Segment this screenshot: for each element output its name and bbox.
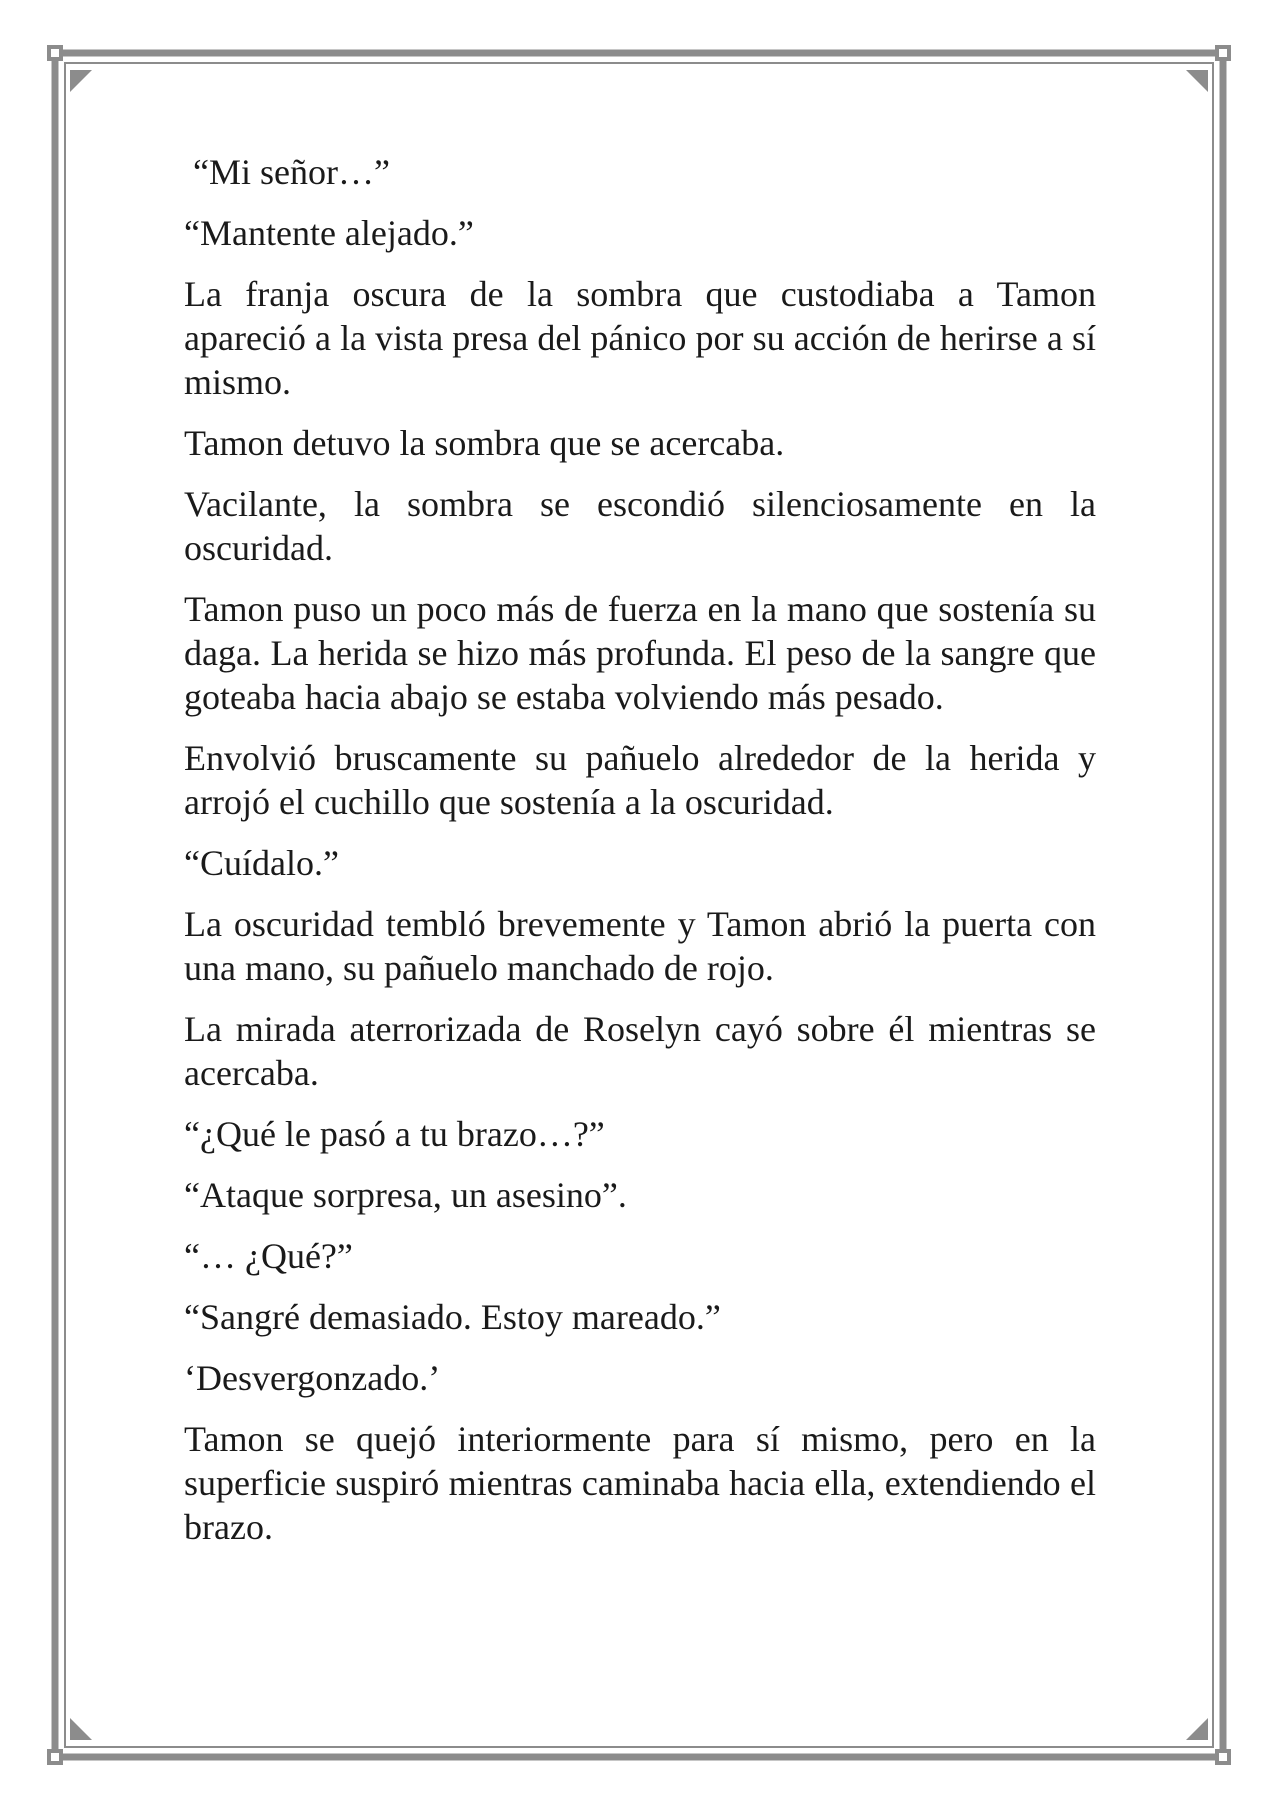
paragraph: “… ¿Qué?” (184, 1236, 353, 1276)
paragraph: Vacilante, la sombra se escondió silenciosamente en la oscuridad. (184, 484, 1096, 568)
paragraph: Envolvió bruscamente su pañuelo alrededor de la herida y arrojó el cuchillo que sostenía a la oscuridad. (184, 738, 1096, 822)
paragraph: “¿Qué le pasó a tu brazo…?” (184, 1114, 605, 1154)
paragraph: Tamon puso un poco más de fuerza en la mano que sostenía su daga. La herida se hizo más profunda. El peso de la sangre que goteaba hacia abajo se estaba volviendo más pesado. (184, 589, 1096, 717)
paragraph: “Ataque sorpresa, un asesino”. (184, 1175, 627, 1215)
paragraph: “Cuídalo.” (184, 843, 339, 883)
page-text (184, 150, 1096, 1566)
paragraph: “Mi señor…” (193, 152, 390, 192)
paragraph: Tamon detuvo la sombra que se acercaba. (184, 423, 785, 463)
paragraph: Tamon se quejó interiormente para sí mismo, pero en la superficie suspiró mientras caminaba hacia ella, extendiendo el brazo. (184, 1419, 1096, 1547)
paragraph: “Sangré demasiado. Estoy mareado.” (184, 1297, 721, 1337)
paragraph: “Mantente alejado.” (184, 213, 474, 253)
paragraph: ‘Desvergonzado.’ (184, 1358, 441, 1398)
paragraph: La mirada aterrorizada de Roselyn cayó sobre él mientras se acercaba. (184, 1009, 1096, 1093)
paragraph: La oscuridad tembló brevemente y Tamon abrió la puerta con una mano, su pañuelo manchado de rojo. (184, 904, 1096, 988)
paragraph: La franja oscura de la sombra que custodiaba a Tamon apareció a la vista presa del pánico por su acción de herirse a sí mismo. (184, 274, 1096, 402)
